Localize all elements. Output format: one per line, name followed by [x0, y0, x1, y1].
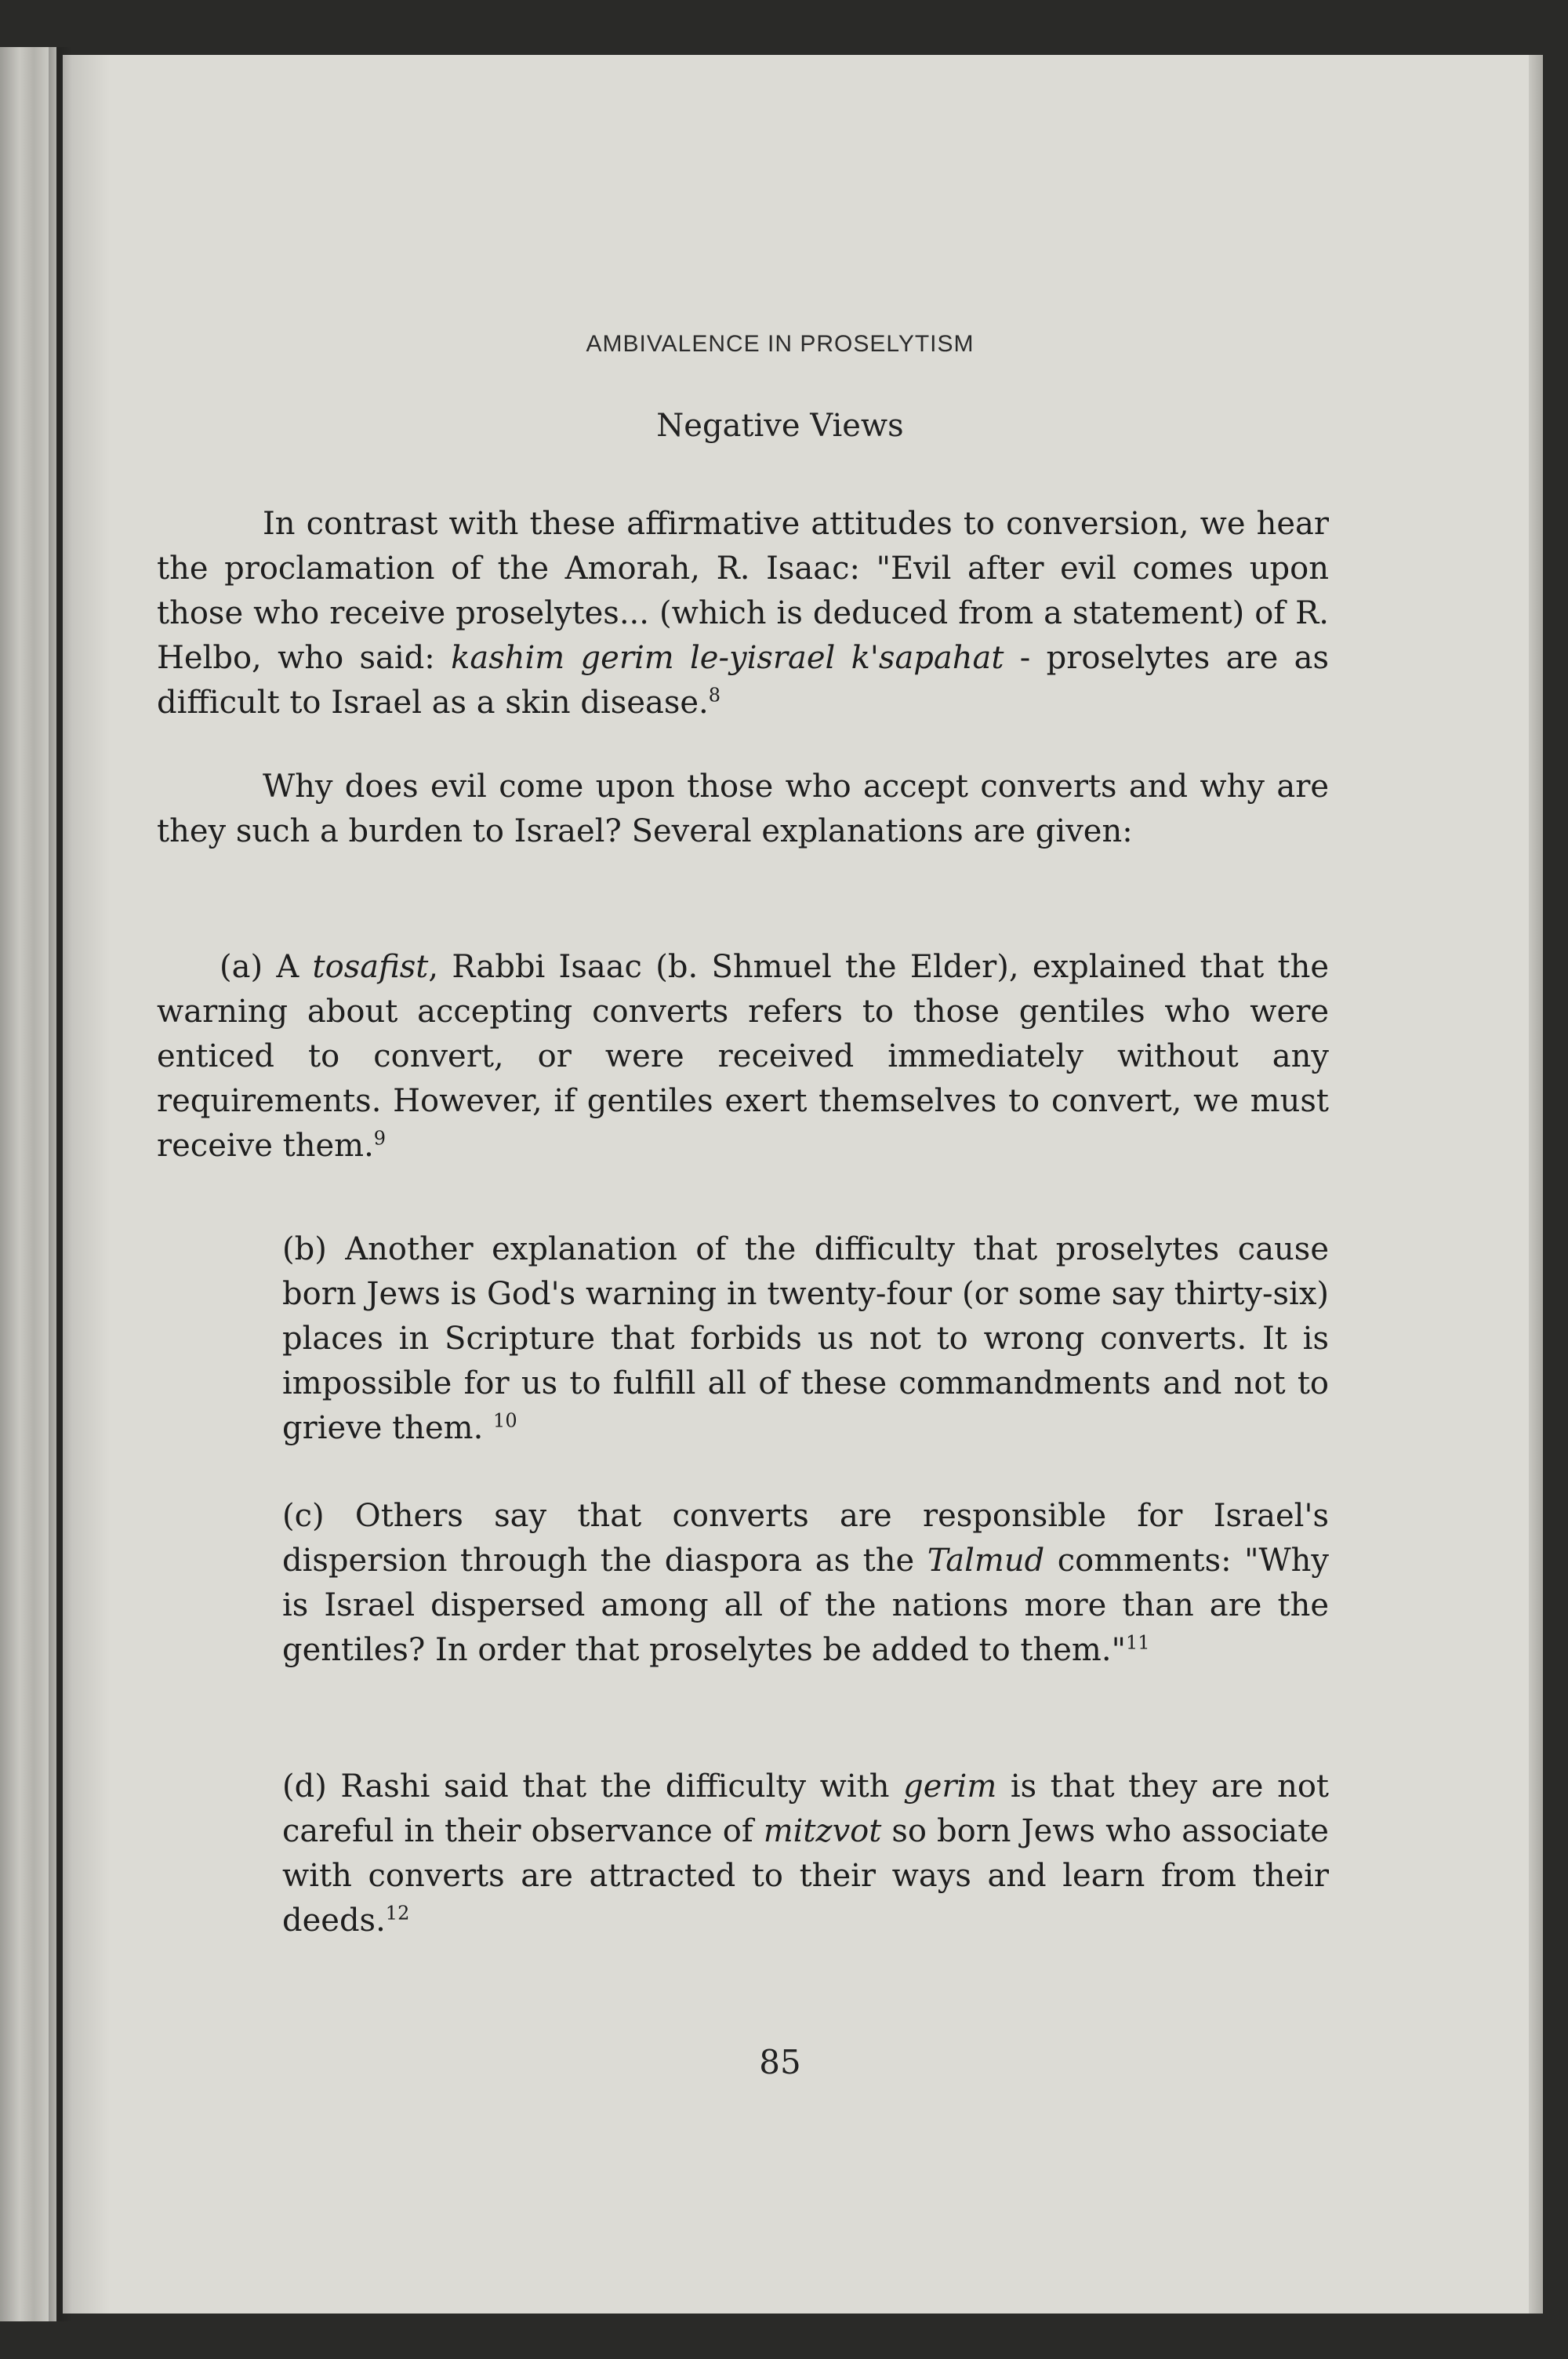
spine-shadow	[49, 47, 72, 2321]
paragraph-b: (b) Another explanation of the difficulty that proselytes cause born Jews is God's warning in twenty-four (or some say thirty-six) places in Scripture that forbids us not to wrong converts. It is impossible for us to fulfill all of these commandments and not to grieve them. $^{10}$	[282, 1231, 1329, 1446]
footnote-ref-11: 11	[1125, 1631, 1150, 1654]
paragraph-c: (c) Others say that converts are responsible for Israel's dispersion through the diaspora as the Talmud comments: "Why is Israel dispersed among all of the nations more than are the gentiles? In order that proselytes be added to them."$^{11}$	[282, 1498, 1329, 1668]
paragraph-1: In contrast with these affirmative attitudes to conversion, we hear the proclamation of the Amorah, R. Isaac: "Evil after evil comes upon those who receive proselytes... (which is deduced from a statement) of R. Helbo, who said: kashim gerim le-yisrael k'sapahat - proselytes are as difficult to Israel as a skin disease.$^8$	[157, 506, 1329, 721]
page-number: 85	[759, 2043, 801, 2081]
running-head: AMBIVALENCE IN PROSELYTISM	[586, 331, 975, 357]
paragraph-a: (a) A tosafist, Rabbi Isaac (b. Shmuel the Elder), explained that the warning about accepting converts refers to those gentiles who were enticed to convert, or were received immediately without any requirements. However, if gentiles exert themselves to convert, we must receive them.$^9$	[157, 949, 1330, 1164]
footnote-ref-9: 9	[373, 1127, 387, 1150]
paragraph-d: (d) Rashi said that the difficulty with gerim is that they are not careful in their observance of mitzvot so born Jews who associate with converts are attracted to their ways and learn from their deeds.$^{12}$	[282, 1768, 1329, 1939]
footnote-ref-8: 8	[708, 684, 721, 707]
right-page-edge	[1529, 55, 1543, 2314]
book-page	[63, 55, 1529, 2314]
footnote-ref-12: 12	[385, 1902, 410, 1925]
section-title: Negative Views	[656, 408, 904, 444]
paragraph-2: Why does evil come upon those who accept converts and why are they such a burden to Israel? Several explanations are given:	[157, 769, 1329, 849]
footnote-ref-10: 10	[493, 1409, 517, 1432]
